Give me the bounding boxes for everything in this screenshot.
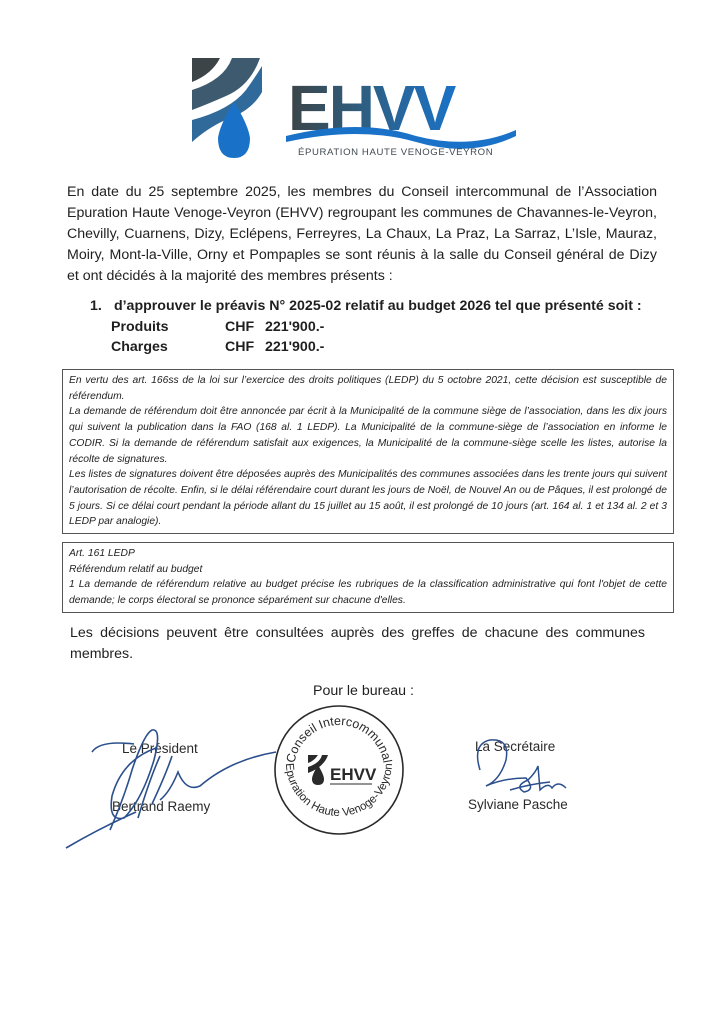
budget-table: [111, 317, 324, 357]
article-161-box: [62, 542, 674, 613]
stamp-bottom-text: Epuration Haute Venoge-Veyron: [282, 762, 396, 820]
wave-dark-icon: [192, 58, 220, 82]
decision-item: [90, 296, 642, 317]
official-stamp: [272, 703, 406, 837]
article-title: Art. 161 LEDP: [69, 548, 135, 559]
budget-currency: CHF: [225, 339, 255, 355]
budget-label: Charges: [111, 339, 168, 355]
budget-amount: 221'900.-: [265, 339, 325, 355]
article-text: 1 La demande de référendum relative au budget précise les rubriques de la classification administrative qui font l'objet de cette demande; le corps électoral se prononce séparément sur chacune d'elles.: [69, 579, 667, 607]
logo-tagline: ÉPURATION HAUTE VENOGE-VEYRON: [298, 147, 494, 158]
referendum-paragraph: Les listes de signatures doivent être déposées auprès des Municipalités des communes associées dans les trente jours qui suivent l’autorisation de récolte. Enfin, si le délai référendaire court durant les jours de Noël, de Nouvel An ou de Pâques, il est prolongé de 5 jours. Si ce délai court pendant la période allant du 15 juillet au 15 août, il est prolongé de 10 jours (art. 164 al. 1 et 134 al. 2 et 3 LEDP par analogie).: [69, 469, 667, 528]
secretary-name: Sylviane Pasche: [468, 797, 568, 812]
signoff-heading: Pour le bureau :: [313, 683, 414, 699]
budget-currency: CHF: [225, 319, 255, 335]
referendum-paragraph: En vertu des art. 166ss de la loi sur l’exercice des droits politiques (LEDP) du 5 octobre 2021, cette décision est susceptible de référendum.: [69, 375, 667, 402]
president-name: Bertrand Raemy: [112, 799, 211, 814]
budget-label: Produits: [111, 319, 169, 335]
logo-brand-text: EHVV: [288, 72, 455, 144]
referendum-paragraph: La demande de référendum doit être annoncée par écrit à la Municipalité de la commune siège de l’association, dans les dix jours qui suivent la publication dans la FAO (168 al. 1 LEDP). La Municipalité de la commune-siège de l’association en informe le CODIR. Si la demande de référendum satisfait aux exigences, la Municipalité de la commune-siège scelle les listes, autorise la récolte de signatures.: [69, 406, 667, 465]
referendum-notice-box: [62, 369, 674, 534]
logo-graphic: [190, 52, 520, 162]
consultation-paragraph: Les décisions peuvent être consultées auprès des greffes de chacune des communes membres.: [70, 625, 645, 662]
intro-paragraph: En date du 25 septembre 2025, les membres du Conseil intercommunal de l’Association Epuration Haute Venoge-Veyron (EHVV) regroupant les communes de Chavannes-le-Veyron, Chevilly, Cuarnens, Dizy, Eclépens, Ferreyres, La Chaux, La Praz, La Sarraz, L’Isle, Mauraz, Moiry, Mont-la-Ville, Orny et Pompaples se sont réunis à la salle du Conseil général de Dizy et ont décidés à la majorité des membres présents :: [67, 184, 657, 284]
secretary-role: La Secrétaire: [475, 739, 556, 754]
president-signature: [60, 700, 300, 850]
stamp-top-text: Conseil Intercommunal: [283, 713, 395, 765]
budget-row: [111, 337, 324, 357]
stamp-center-text: EHVV: [330, 765, 377, 784]
article-subtitle: Référendum relatif au budget: [69, 563, 203, 575]
decision-number: 1.: [90, 298, 102, 314]
budget-row: [111, 317, 324, 337]
president-role: Le Président: [122, 741, 198, 756]
ehvv-logo: [190, 52, 520, 162]
decision-text: d’approuver le préavis N° 2025-02 relatif au budget 2026 tel que présenté soit :: [113, 298, 642, 314]
budget-amount: 221'900.-: [265, 319, 325, 335]
